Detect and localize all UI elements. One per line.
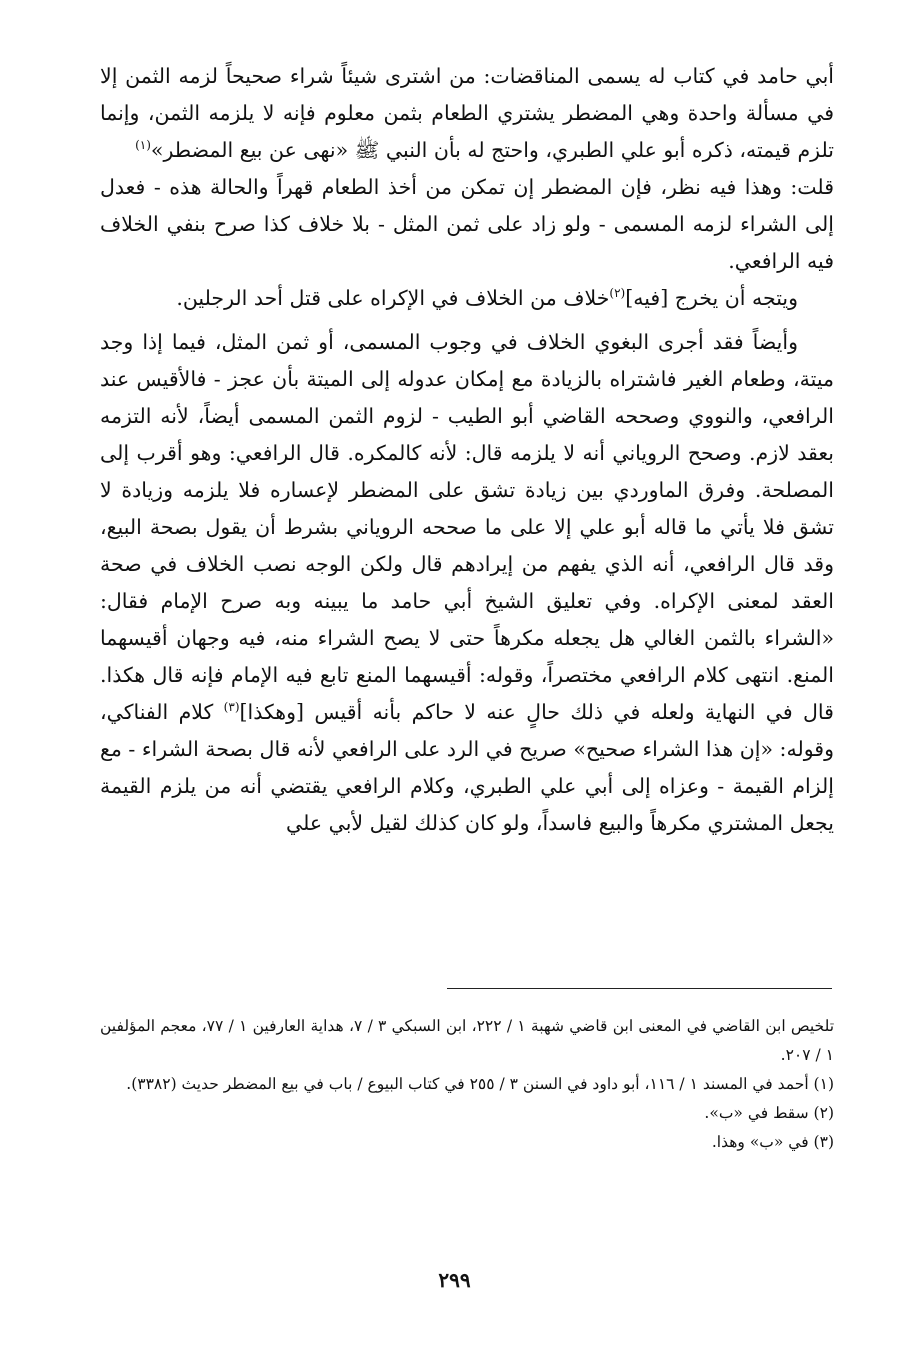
footnote-continued: تلخيص ابن القاضي في المعنى ابن قاضي شهبة ١ / ٢٢٢، ابن السبكي ٣ / ٧، هداية العارفين ١ / ٧٧، معجم المؤلفين ١ / ٢٠٧.	[100, 1017, 835, 1064]
paragraph-2: قلت: وهذا فيه نظر، فإن المضطر إن تمكن من أخذ الطعام قهراً والحالة هذه - فعدل إلى الشراء لزمه المسمى - ولو زاد على ثمن المثل - بلا خلاف كذا صرح بنفي الخلاف فيه الرافعي.	[100, 175, 834, 273]
footnotes	[100, 1012, 834, 1157]
page-number: ٢٩٩	[438, 1268, 471, 1292]
footnote-1: (١) أحمد في المسند ١ / ١١٦، أبو داود في السنن ٣ / ٢٥٥ في كتاب البيوع / باب في بيع المضطر حديث (٣٣٨٢).	[126, 1075, 834, 1093]
footnote-ref-1[interactable]: (١)	[135, 138, 151, 153]
paragraph-3-text: ويتجه أن يخرج [فيه]	[625, 286, 798, 310]
main-text	[100, 58, 834, 842]
footnote-ref-2[interactable]: (٢)	[609, 286, 626, 301]
paragraph-4-rest: كلام الفناكي، وقوله: «إن هذا الشراء صحيح» صريح في الرد على الرافعي لأنه قال بصحة الشراء - مع إلزام القيمة - وعزاه إلى أبي علي الطبري، وكلام الرافعي يقتضي أنه من يلزم القيمة يجعل المشتري مكرهاً والبيع فاسداً، ولو كان كذلك لقيل لأبي علي	[100, 700, 834, 835]
paragraph-3	[100, 280, 834, 317]
paragraph-1-text: أبي حامد في كتاب له يسمى المناقضات: من اشترى شيئاً شراء صحيحاً لزمه الثمن إلا في مسألة واحدة وهي المضطر يشتري الطعام بثمن معلوم فإنه لا يلزمه الثمن، وإنما تلزم قيمته، ذكره أبو علي الطبري، واحتج له بأن النبي ﷺ «نهى عن بيع المضطر»	[100, 64, 834, 162]
footnote-separator	[447, 988, 832, 989]
footnote-2: (٢) سقط في «ب».	[704, 1104, 834, 1122]
paragraph-4-text: وأيضاً فقد أجرى البغوي الخلاف في وجوب المسمى، أو ثمن المثل، فيما إذا وجد ميتة، وطعام الغير فاشتراه بالزيادة مع إمكان عدوله إلى الميتة بأن عجز - فالأقيس عند الرافعي، والنووي وصححه القاضي أبو الطيب - لزوم الثمن المسمى أيضاً، لأنه التزمه بعقد لازم. وصحح الروياني أنه لا يلزمه قال: لأنه كالمكره. قال الرافعي: وهو أقرب إلى المصلحة. وفرق الماوردي بين زيادة تشق على المضطر لإعساره فلا يلزمه وزيادة لا تشق فلا يأتي ما قاله أبو علي إلا على ما صححه الروياني بشرط أن يقول بصحة البيع، وقد قال الرافعي، أنه الذي يفهم من إيرادهم قال ولكن الوجه نصب الخلاف في صحة العقد لمعنى الإكراه. وفي تعليق الشيخ أبي حامد ما يبينه وبه صرح الإمام فقال: «الشراء بالثمن الغالي هل يجعله مكرهاً حتى لا يصح الشراء منه، فيه وجهان أقيسهما المنع. انتهى كلام الرافعي مختصراً، وقوله: أقيسهما المنع تابع فيه الإمام فإنه قال هكذا. قال في النهاية ولعله في ذلك حالٍ عنه لا حاكم بأنه أقيس [وهكذا]	[100, 330, 834, 724]
footnote-ref-3[interactable]: (٣)	[223, 700, 240, 715]
page-body	[100, 58, 834, 842]
footnote-3: (٣) في «ب» وهذا.	[711, 1133, 834, 1151]
paragraph-3-rest: خلاف من الخلاف في الإكراه على قتل أحد الرجلين.	[176, 286, 610, 310]
paragraph-4	[100, 324, 834, 842]
paragraph-1	[100, 58, 834, 169]
